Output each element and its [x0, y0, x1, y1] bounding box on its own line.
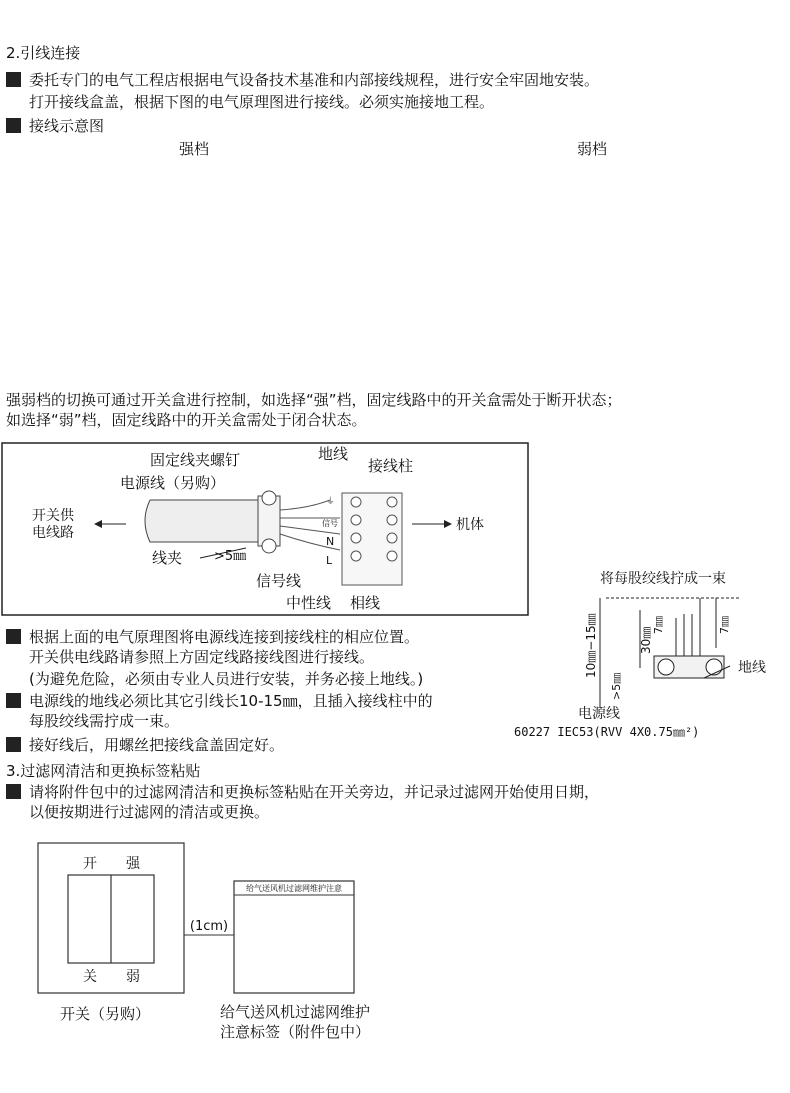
- bullet-install: [6, 71, 599, 90]
- strand-cable-label: 电源线: [578, 706, 620, 722]
- cable-spec-label: 60227 IEC53(RVV 4X0.75㎜²): [514, 725, 700, 738]
- svg-text:>5㎜: >5㎜: [610, 672, 623, 700]
- bullet-connect-line3: (为避免危险，必须由专业人员进行安装，并务必接上地线。): [29, 670, 424, 688]
- bullet-filter-label-line2: 以便按期进行过滤网的清洁或更换。: [29, 803, 270, 821]
- switch-off-label: 关: [83, 969, 97, 985]
- svg-text:7㎜: 7㎜: [718, 616, 731, 634]
- switch-strong-label: 强: [126, 856, 140, 872]
- supply-line-label-2: 电线路: [32, 525, 74, 541]
- strip-length-label: >5㎜: [214, 549, 247, 564]
- tag-caption-1: 给气送风机过滤网维护: [220, 1003, 371, 1021]
- schematic-strong-title: 强档: [178, 140, 210, 158]
- bullet-square-icon: [6, 737, 21, 752]
- svg-text:L: L: [326, 554, 333, 567]
- section-3-title: 3.过滤网清洁和更换标签粘贴: [6, 762, 201, 780]
- clamp-screw-label: 固定线夹螺钉: [150, 451, 241, 469]
- switch-weak-label: 弱: [126, 969, 140, 985]
- ground-wire-label: 地线: [318, 445, 349, 463]
- bullet-text: 委托专门的电气工程店根据电气设备技术基准和内部接线规程，进行安全牢固地安装。: [29, 71, 600, 89]
- phase-wire-label: 相线: [350, 594, 381, 612]
- bullet-diagram: [6, 117, 104, 136]
- bullet-square-icon: [6, 72, 21, 87]
- power-cable-label: 电源线（另购）: [120, 474, 226, 492]
- signal-wire-label: 信号线: [256, 572, 302, 590]
- supply-line-label-1: 开关供: [32, 508, 74, 524]
- gap-label: (1cm): [189, 919, 229, 934]
- twist-strands-label: 将每股绞线拧成一束: [600, 571, 726, 587]
- bullet-square-icon: [6, 693, 21, 708]
- bullet-install-line2: 打开接线盒盖，根据下图的电气原理图进行接线。必须实施接地工程。: [29, 93, 495, 111]
- svg-text:N: N: [326, 535, 335, 548]
- section-2-title: 2.引线连接: [6, 44, 81, 62]
- switch-on-label: 开: [83, 856, 97, 872]
- bullet-cover: 接好线后，用螺丝把接线盒盖固定好。: [6, 736, 284, 755]
- svg-text:10㎜−15㎜: 10㎜−15㎜: [584, 613, 598, 678]
- switch-caption: 开关（另购）: [60, 1005, 151, 1023]
- label-placement-figure: [0, 835, 790, 1065]
- terminal-block-label: 接线柱: [368, 457, 414, 475]
- bullet-filter-label: 请将附件包中的过滤网清洁和更换标签粘贴在开关旁边，并记录过滤网开始使用日期，: [6, 783, 599, 802]
- note-switch-weak: 如选择“弱”档，固定线路中的开关盒需处于闭合状态。: [6, 411, 367, 429]
- maintenance-tag-title: 给气送风机过滤网维护注意: [246, 884, 342, 893]
- clamp-label: 线夹: [152, 549, 183, 567]
- bullet-square-icon: [6, 784, 21, 799]
- wiring-schematics: [0, 135, 790, 385]
- bullet-connect-line2: 开关供电线路请参照上方固定线路接线图进行接线。: [29, 648, 375, 666]
- bullet-square-icon: [6, 629, 21, 644]
- bullet-connect: 根据上面的电气原理图将电源线连接到接线柱的相应位置。: [6, 628, 419, 647]
- bullet-text: 接线示意图: [29, 117, 105, 135]
- svg-text:7㎜: 7㎜: [652, 616, 665, 634]
- strand-ground-label: 地线: [738, 660, 766, 676]
- bullet-ground-line2: 每股绞线需拧成一束。: [29, 712, 180, 730]
- unit-body-label: 机体: [456, 517, 484, 533]
- bullet-square-icon: [6, 118, 21, 133]
- note-switch-strong: 强弱档的切换可通过开关盒进行控制，如选择“强”档，固定线路中的开关盒需处于断开状态；: [6, 391, 622, 409]
- svg-text:信号: 信号: [322, 519, 338, 528]
- svg-text:30㎜: 30㎜: [639, 626, 653, 654]
- tag-caption-2: 注意标签（附件包中）: [220, 1023, 371, 1041]
- neutral-wire-label: 中性线: [286, 594, 332, 612]
- schematic-strong: [179, 140, 209, 158]
- schematic-weak: [577, 140, 607, 158]
- bullet-ground: 电源线的地线必须比其它引线长10-15㎜，且插入接线柱中的: [6, 692, 433, 711]
- schematic-weak-title: 弱档: [576, 140, 608, 158]
- svg-text:⏚: ⏚: [326, 497, 336, 507]
